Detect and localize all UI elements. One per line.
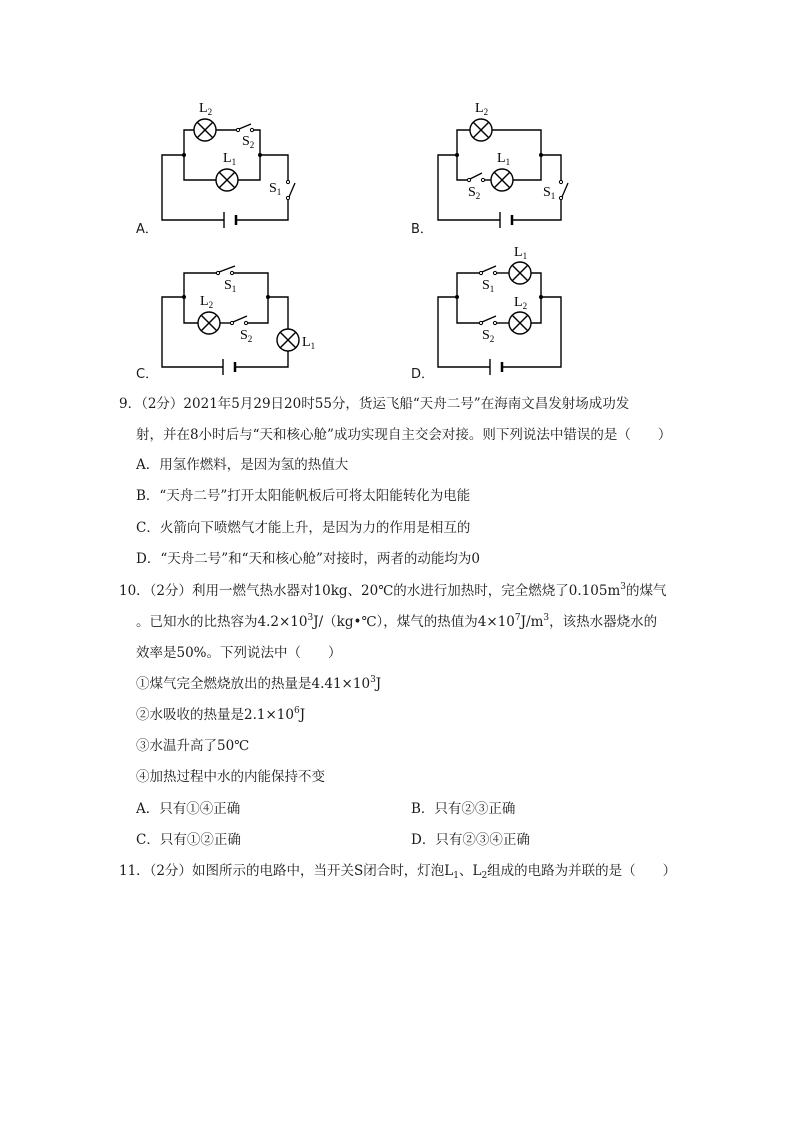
label-l1: $L_1$ — [497, 151, 511, 167]
label-s1: $S_1$ — [482, 278, 495, 294]
label-l2: $L_2$ — [199, 101, 213, 117]
label-s2: $S_2$ — [242, 134, 255, 150]
switch-s2 — [467, 173, 484, 182]
switch-s2 — [230, 316, 247, 325]
label-l1: $L_1$ — [223, 151, 237, 167]
label-l2: $L_2$ — [514, 295, 528, 311]
circuit-figure-b — [411, 100, 581, 235]
option-a-label: A． — [136, 222, 158, 237]
question-9-option-b: B．“天舟二号”打开太阳能帆板后可将太阳能转化为电能 — [136, 488, 471, 504]
question-10-option-a: A．只有①④正确 — [136, 801, 241, 817]
question-9-stem-line-1: 9．（2分）2021年5月29日20时55分，货运飞船“天舟二号”在海南文昌发射场成功发 — [119, 396, 630, 412]
question-10-stem-line-1: 10．（2分）利用一燃气热水器对10kg、20℃的水进行加热时，完全燃烧了$0.105m^3$的煤气 — [119, 582, 667, 599]
label-l2: $L_2$ — [200, 294, 214, 310]
question-10-statement-3: ③水温升高了50℃ — [136, 738, 250, 754]
question-10-option-c: C．只有①②正确 — [136, 832, 241, 848]
circuit-diagram-a — [136, 100, 306, 235]
label-l1: $L_1$ — [514, 245, 528, 261]
option-c-label: C． — [136, 367, 159, 382]
question-9-option-d: D．“天舟二号”和“天和核心舱”对接时，两者的动能均为0 — [136, 551, 481, 567]
label-l1: $L_1$ — [302, 335, 316, 351]
question-9-option-c: C．火箭向下喷燃气才能上升，是因为力的作用是相互的 — [136, 520, 471, 536]
lamp-l2 — [194, 119, 216, 141]
switch-s1 — [216, 266, 235, 275]
option-b-label: B． — [411, 222, 433, 237]
switch-s1 — [479, 266, 496, 275]
switch-s1 — [559, 180, 568, 199]
circuit-diagram-b — [411, 100, 581, 235]
lamp-l1 — [509, 262, 531, 284]
question-10-statement-1: ①煤气完全燃烧放出的热量是$4.41\times 10^3J$ — [136, 675, 382, 692]
label-s1: $S_1$ — [543, 185, 556, 201]
circuit-figure-c — [136, 245, 316, 385]
switch-s2 — [479, 316, 496, 325]
option-d-label: D． — [411, 367, 435, 382]
circuit-diagram-c — [136, 245, 316, 385]
label-s2: $S_2$ — [468, 185, 481, 201]
switch-s1 — [286, 180, 295, 199]
question-11-stem: 11．（2分）如图所示的电路中，当开关S闭合时，灯泡$L_1$、$L_2$组成的电路为并联的是（ ） — [119, 863, 677, 881]
circuit-diagram-d — [411, 245, 581, 385]
lamp-l1 — [277, 329, 299, 351]
lamp-l2 — [509, 312, 531, 334]
question-10-stem-line-3: 效率是50%。下列说法中（ ） — [136, 645, 342, 661]
label-s1: $S_1$ — [269, 181, 282, 197]
question-10-stem-line-2: 。已知水的比热容为$4.2\times 10^3J/(kg•℃)$，煤气的热值为$4\times 10^7J/m^3$，该热水器烧水的 — [136, 613, 658, 630]
question-10-option-b: B．只有②③正确 — [411, 801, 516, 817]
label-s1: $S_1$ — [224, 278, 237, 294]
circuit-figure-a — [136, 100, 306, 235]
label-s2: $S_2$ — [240, 328, 253, 344]
label-l2: $L_2$ — [475, 101, 489, 117]
question-9-option-a: A．用氢作燃料，是因为氢的热值大 — [136, 457, 349, 473]
lamp-l1 — [491, 169, 513, 191]
circuit-figure-d — [411, 245, 581, 385]
question-10-statement-4: ④加热过程中水的内能保持不变 — [136, 769, 325, 785]
question-10-statement-2: ②水吸收的热量是$2.1\times 10^6J$ — [136, 706, 306, 723]
lamp-l1 — [216, 169, 238, 191]
switch-s2 — [236, 124, 253, 132]
lamp-l2 — [470, 119, 492, 141]
lamp-l2 — [198, 312, 220, 334]
question-9-stem-line-2: 射，并在8小时后与“天和核心舱”成功实现自主交会对接。则下列说法中错误的是（ ） — [136, 427, 672, 443]
label-s2: $S_2$ — [482, 328, 495, 344]
question-10-option-d: D．只有②③④正确 — [411, 832, 530, 848]
